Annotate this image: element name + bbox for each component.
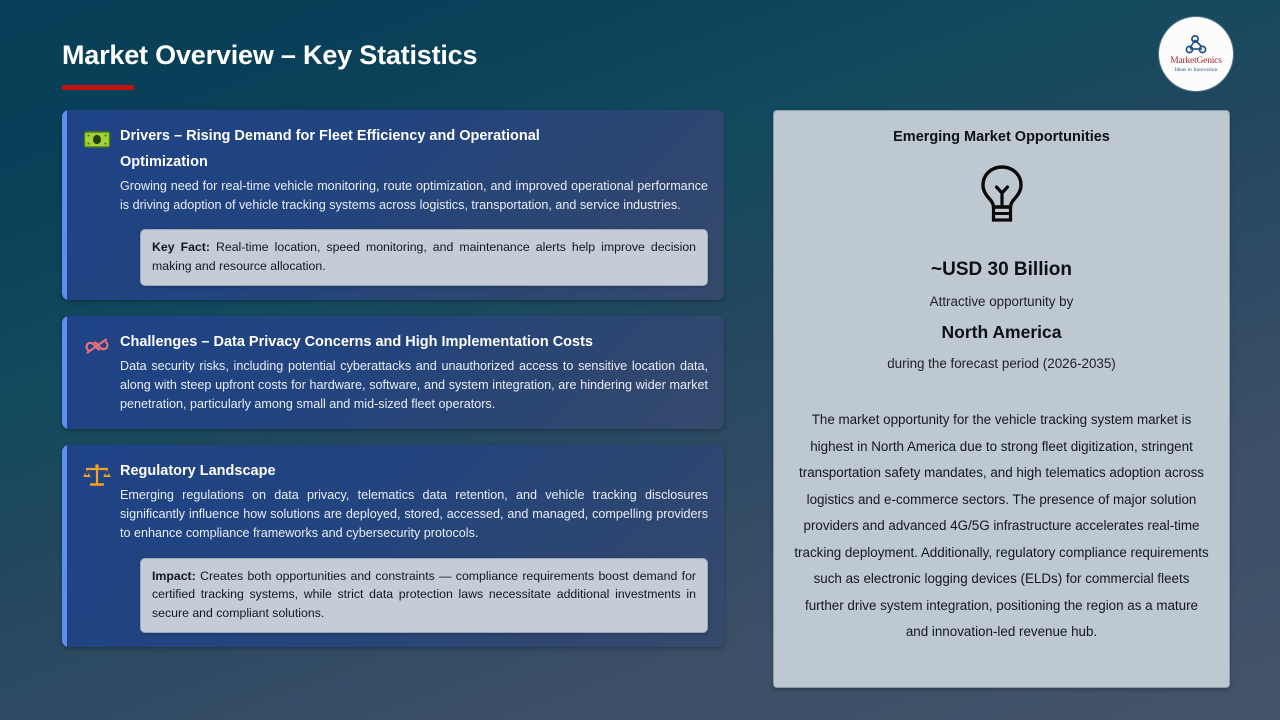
opportunity-region: North America xyxy=(941,322,1062,342)
card-drivers[interactable] xyxy=(62,110,724,300)
callout-label: Key Fact: xyxy=(152,240,210,255)
lightbulb-icon xyxy=(792,163,1211,225)
card-title: Regulatory Landscape xyxy=(120,462,276,479)
panel-title: Emerging Market Opportunities xyxy=(893,129,1110,145)
card-challenges[interactable] xyxy=(62,316,724,429)
card-title: Drivers – Rising Demand for Fleet Efficiency and Operational Optimization xyxy=(120,128,540,170)
opportunity-description: The market opportunity for the vehicle tracking system market is highest in North America due to strong fleet digitization, stringent transportation safety mandates, and high telematics adoption across logistics and e-commerce sectors. The presence of major solution providers and advanced 4G/5G infrastructure accelerates real-time tracking deployment. Additionally, regulatory compliance requirements such as electronic logging devices (ELDs) for commercial fleets further drive system integration, positioning the region as a mature and innovation-led revenue hub. xyxy=(794,412,1209,640)
page-title: Market Overview – Key Statistics xyxy=(62,40,478,70)
callout-text: Real-time location, speed monitoring, and maintenance alerts help improve decision making and resource allocation. xyxy=(152,240,696,274)
emerging-opportunities-panel xyxy=(773,110,1230,688)
card-body: Data security risks, including potential cyberattacks and unauthorized access to sensitive location data, along with steep upfront costs for hardware, software, and system integration, are hindering wider market penetration, particularly among small and mid-sized fleet operators. xyxy=(120,358,708,412)
balance-scale-icon xyxy=(82,460,112,490)
card-callout-key-fact xyxy=(140,229,708,285)
opportunity-value: ~USD 30 Billion xyxy=(931,259,1072,280)
card-title: Challenges – Data Privacy Concerns and High Implementation Costs xyxy=(120,333,593,350)
opportunity-forecast-period: during the forecast period (2026-2035) xyxy=(887,356,1116,371)
card-regulatory-landscape[interactable] xyxy=(62,445,724,647)
statistics-card-list xyxy=(62,110,724,663)
opportunity-subtitle: Attractive opportunity by xyxy=(929,294,1074,309)
title-underline-rule xyxy=(62,85,134,90)
logo-tagline: Ideas to Innovation xyxy=(1174,67,1218,74)
broken-link-icon xyxy=(82,331,112,361)
card-body: Growing need for real-time vehicle monitoring, route optimization, and improved operational performance is driving adoption of vehicle tracking systems across logistics, transportation, and service industries. xyxy=(120,178,708,212)
card-callout-impact xyxy=(140,558,708,633)
card-body: Emerging regulations on data privacy, telematics data retention, and vehicle tracking disclosures significantly influence how solutions are deployed, stored, accessed, and managed, compelling providers to enhance compliance frameworks and cybersecurity protocols. xyxy=(120,487,708,541)
logo-name: MarketGenics xyxy=(1170,56,1222,67)
callout-text: Creates both opportunities and constraints — compliance requirements boost demand for certified tracking systems, while strict data protection laws necessitate additional investments in secure and compliant solutions. xyxy=(152,568,696,621)
network-node-icon xyxy=(1183,34,1209,56)
brand-logo xyxy=(1159,17,1233,91)
money-banknote-icon xyxy=(82,125,112,155)
callout-label: Impact: xyxy=(152,568,196,583)
